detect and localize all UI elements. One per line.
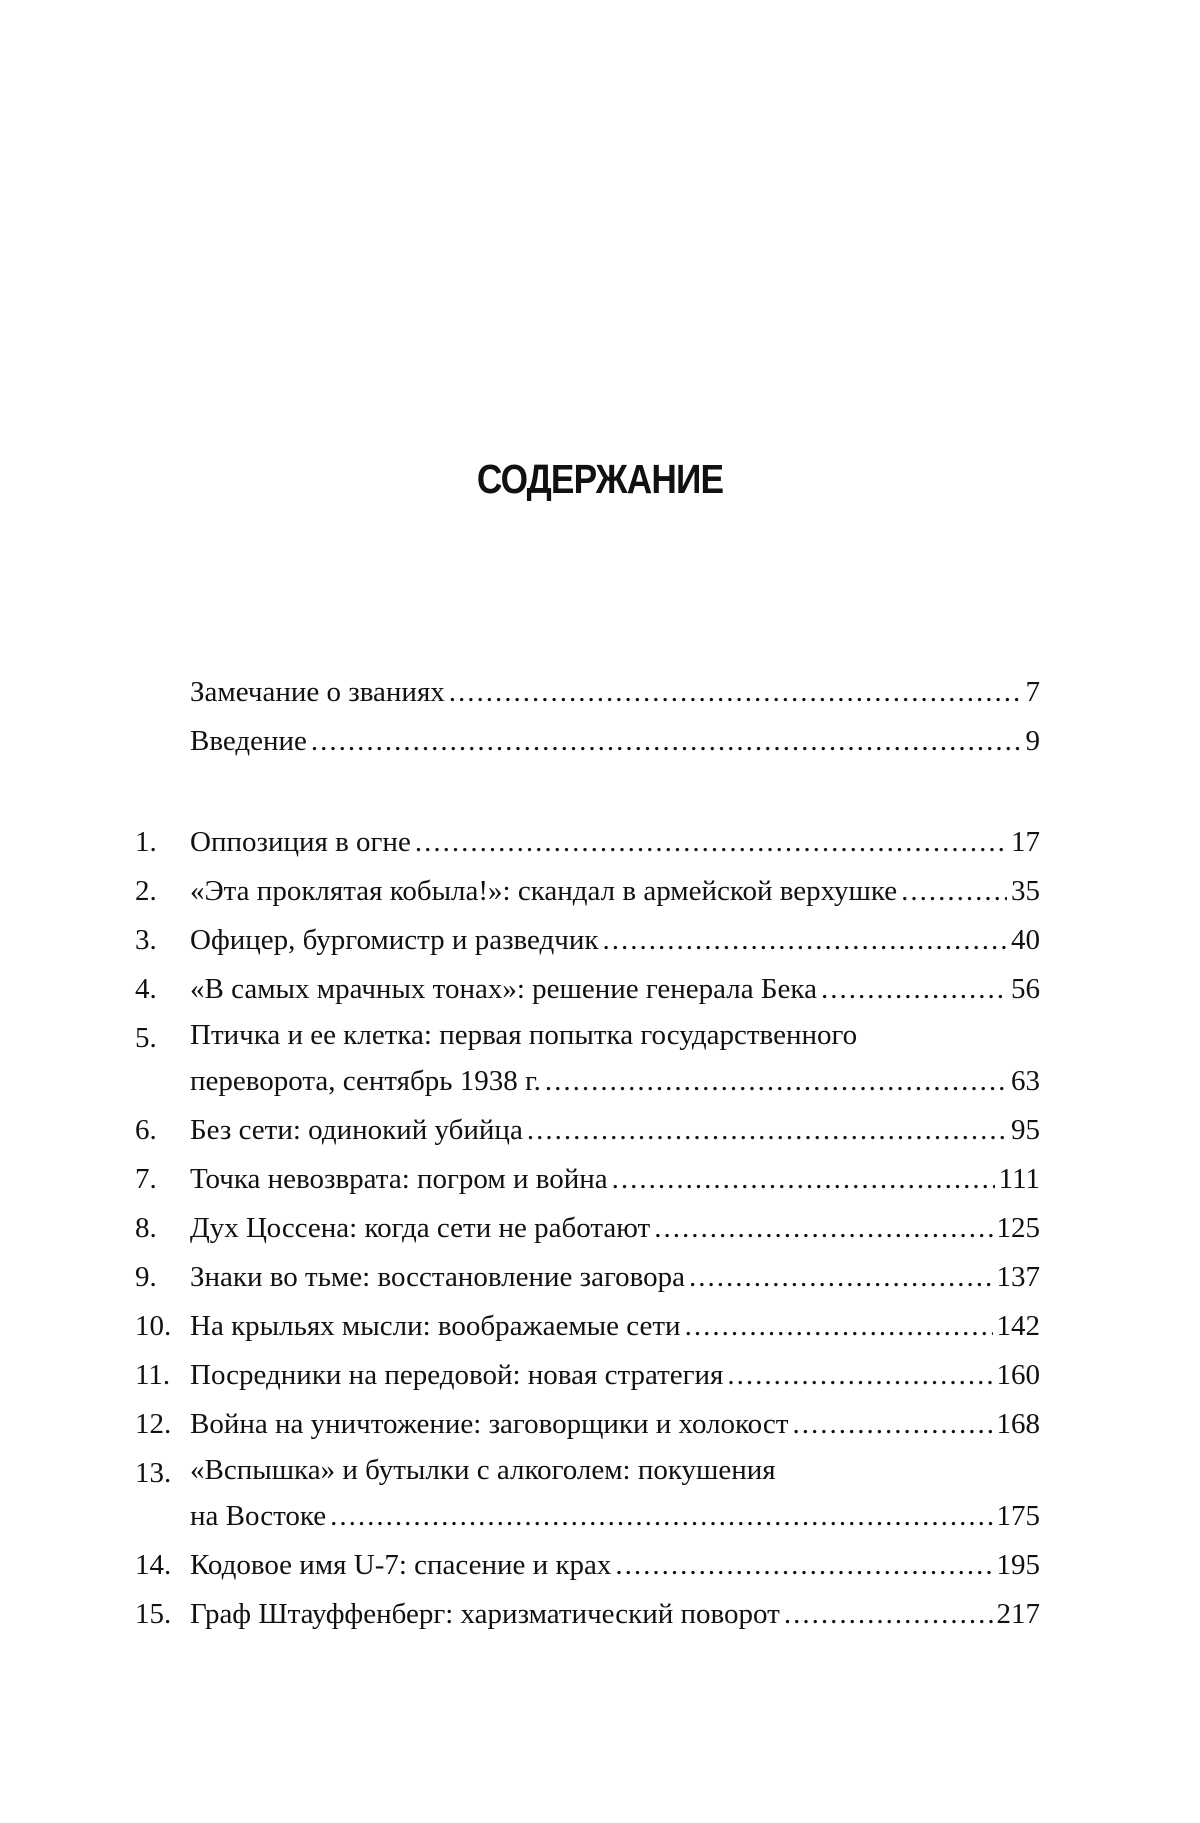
toc-entry-title: «В самых мрачных тонах»: решение генерала Бека bbox=[190, 973, 817, 1005]
chapter-number: 12. bbox=[135, 1408, 172, 1440]
toc-chapter-14[interactable] bbox=[135, 1541, 1040, 1590]
toc-chapter-9[interactable] bbox=[135, 1253, 1040, 1302]
chapter-number: 10. bbox=[135, 1310, 172, 1342]
dot-leader bbox=[311, 717, 1022, 766]
toc-page-number: 168 bbox=[996, 1408, 1040, 1440]
toc-chapter-5[interactable] bbox=[135, 1014, 1040, 1106]
toc-page-number: 63 bbox=[1011, 1065, 1040, 1097]
chapter-number: 2. bbox=[135, 875, 157, 907]
dot-leader bbox=[330, 1492, 992, 1541]
chapter-number: 4. bbox=[135, 973, 157, 1005]
dot-leader bbox=[545, 1057, 1007, 1106]
chapter-number: 14. bbox=[135, 1549, 172, 1581]
chapter-number: 1. bbox=[135, 826, 157, 858]
toc-entry-title: Без сети: одинокий убийца bbox=[190, 1114, 523, 1146]
toc-chapter-12[interactable] bbox=[135, 1400, 1040, 1449]
toc-entry-title: Офицер, бургомистр и разведчик bbox=[190, 924, 599, 956]
toc-chapter-10[interactable] bbox=[135, 1302, 1040, 1351]
dot-leader bbox=[612, 1155, 995, 1204]
dot-leader bbox=[415, 818, 1007, 867]
toc-entry-notes[interactable] bbox=[135, 668, 1040, 717]
toc-page-number: 95 bbox=[1011, 1114, 1040, 1146]
toc-page-number: 111 bbox=[998, 1163, 1040, 1195]
dot-leader bbox=[685, 1302, 993, 1351]
toc-entry-title: Дух Цоссена: когда сети не работают bbox=[190, 1212, 651, 1244]
toc-page-number: 195 bbox=[996, 1549, 1040, 1581]
toc-chapter-15[interactable] bbox=[135, 1590, 1040, 1639]
chapter-number: 5. bbox=[135, 1022, 157, 1054]
toc-entry-title: Граф Штауффенберг: харизматический поворот bbox=[190, 1598, 780, 1630]
dot-leader bbox=[784, 1590, 993, 1639]
chapter-number: 6. bbox=[135, 1114, 157, 1146]
toc-chapter-13[interactable] bbox=[135, 1449, 1040, 1541]
dot-leader bbox=[603, 916, 1008, 965]
toc-entry-title: Замечание о званиях bbox=[190, 676, 445, 708]
dot-leader bbox=[727, 1351, 992, 1400]
chapter-number: 3. bbox=[135, 924, 157, 956]
toc-entry-title: Посредники на передовой: новая стратегия bbox=[190, 1359, 724, 1391]
toc-entry-title: Птичка и ее клетка: первая попытка государственного bbox=[190, 1019, 858, 1051]
toc-chapter-11[interactable] bbox=[135, 1351, 1040, 1400]
chapter-number: 15. bbox=[135, 1598, 172, 1630]
toc-chapter-1[interactable] bbox=[135, 818, 1040, 867]
toc-entry-title: Точка невозврата: погром и война bbox=[190, 1163, 608, 1195]
dot-leader bbox=[901, 867, 1007, 916]
toc-entry-title: Кодовое имя U-7: спасение и крах bbox=[190, 1549, 612, 1581]
toc-entry-title: «Эта проклятая кобыла!»: скандал в армейской верхушке bbox=[190, 875, 898, 907]
toc-entry-title-continued: переворота, сентябрь 1938 г. bbox=[190, 1065, 541, 1097]
chapter-number: 9. bbox=[135, 1261, 157, 1293]
dot-leader bbox=[792, 1400, 992, 1449]
chapter-number: 13. bbox=[135, 1457, 172, 1489]
page-title: СОДЕРЖАНИЕ bbox=[476, 456, 724, 503]
toc-chapter-4[interactable] bbox=[135, 965, 1040, 1014]
toc-entry-title: Знаки во тьме: восстановление заговора bbox=[190, 1261, 686, 1293]
toc-chapter-7[interactable] bbox=[135, 1155, 1040, 1204]
toc-page-number: 125 bbox=[996, 1212, 1040, 1244]
toc-entry-title-continued: на Востоке bbox=[190, 1500, 327, 1532]
toc-page-number: 217 bbox=[996, 1598, 1040, 1630]
toc-entry-title: Оппозиция в огне bbox=[190, 826, 411, 858]
toc-page-number: 7 bbox=[1025, 676, 1040, 708]
toc-page-number: 142 bbox=[996, 1310, 1040, 1342]
toc-page-number: 56 bbox=[1011, 973, 1040, 1005]
chapter-number: 7. bbox=[135, 1163, 157, 1195]
toc-page-number: 9 bbox=[1025, 725, 1040, 757]
chapter-number: 11. bbox=[135, 1359, 171, 1391]
toc-chapter-6[interactable] bbox=[135, 1106, 1040, 1155]
toc-page-number: 137 bbox=[996, 1261, 1040, 1293]
dot-leader bbox=[689, 1253, 992, 1302]
toc-entry-intro[interactable] bbox=[135, 717, 1040, 766]
toc-page-number: 17 bbox=[1011, 826, 1040, 858]
toc-page-number: 160 bbox=[996, 1359, 1040, 1391]
toc-chapter-2[interactable] bbox=[135, 867, 1040, 916]
dot-leader bbox=[527, 1106, 1007, 1155]
toc-entry-title: Введение bbox=[190, 725, 307, 757]
toc-chapter-8[interactable] bbox=[135, 1204, 1040, 1253]
toc-chapter-3[interactable] bbox=[135, 916, 1040, 965]
dot-leader bbox=[615, 1541, 992, 1590]
dot-leader bbox=[654, 1204, 992, 1253]
toc-entry-title: Война на уничтожение: заговорщики и холокост bbox=[190, 1408, 789, 1440]
toc-page-number: 175 bbox=[996, 1500, 1040, 1532]
toc-page-number: 40 bbox=[1011, 924, 1040, 956]
chapter-number: 8. bbox=[135, 1212, 157, 1244]
toc-entry-title: «Вспышка» и бутылки с алкоголем: покушения bbox=[190, 1454, 776, 1486]
toc-page-number: 35 bbox=[1011, 875, 1040, 907]
dot-leader bbox=[449, 668, 1022, 717]
toc-entry-title: На крыльях мысли: воображаемые сети bbox=[190, 1310, 681, 1342]
dot-leader bbox=[821, 965, 1007, 1014]
